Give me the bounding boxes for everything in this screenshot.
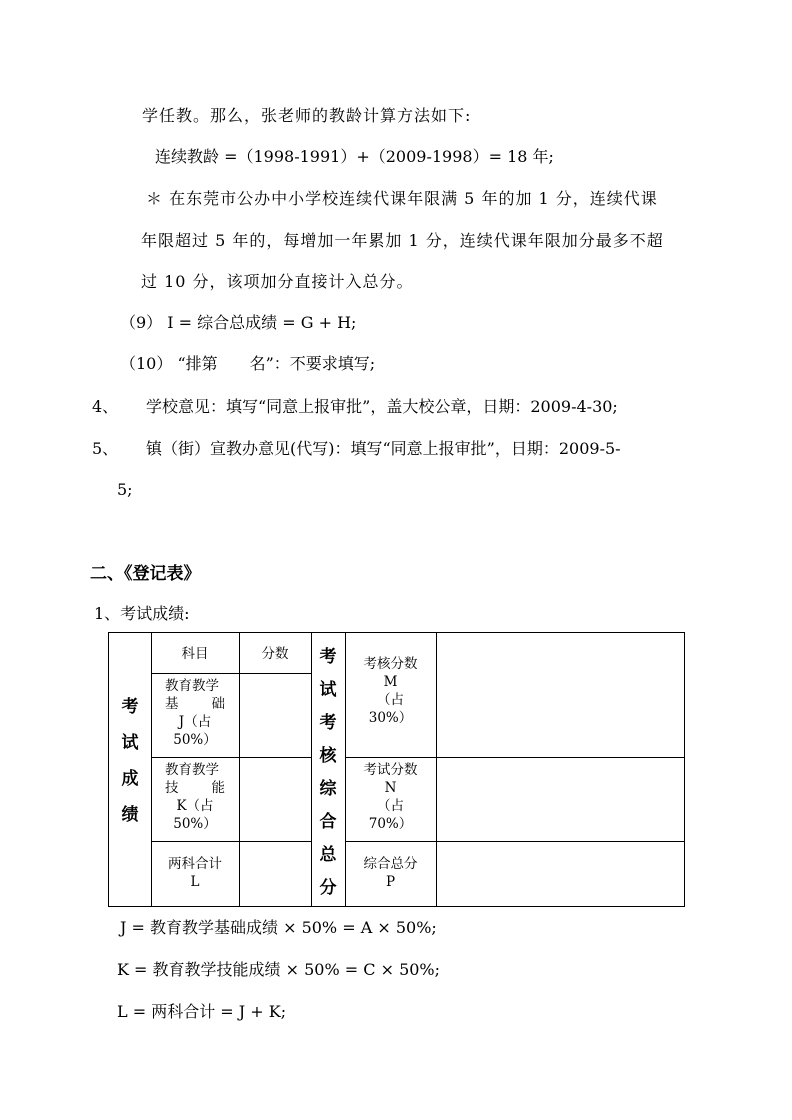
paragraph-line: 过 10 分，该项加分直接计入总分。 (141, 272, 414, 291)
table-divider (345, 757, 685, 758)
table-divider (345, 841, 685, 842)
column-header-score: 分数 (261, 646, 289, 662)
formula-line: J = 教育教学基础成绩 × 50% = A × 50%; (120, 918, 437, 937)
section-heading: 二、《登记表》 (90, 564, 201, 584)
list-number: 5、 (92, 439, 119, 458)
paragraph-line: 学校意见：填写“同意上报审批”，盖大校公章，日期：2009-4-30; (146, 397, 618, 416)
table-divider (151, 841, 311, 842)
paragraph-line: （9） I = 综合总成绩 = G + H; (120, 313, 357, 332)
formula-line: L = 两科合计 = J + K; (117, 1002, 287, 1021)
n-label: 考试分数 N （占 70%） (363, 762, 418, 832)
column-header-subject: 科目 (181, 646, 209, 662)
row-label-l: 两科合计 L (168, 856, 222, 890)
m-label: 考核分数 M （占 30%） (363, 656, 418, 726)
formula-line: K = 教育教学技能成绩 × 50% = C × 50%; (117, 960, 441, 979)
p-label: 综合总分 P (363, 856, 418, 890)
table-mid-header: 考 试 考 核 综 合 总 分 (319, 647, 337, 898)
table-divider (151, 757, 311, 758)
paragraph-line: 连续教龄 =（1998-1991）+（2009-1998）= 18 年; (155, 147, 554, 166)
row-label-j: 教育教学 基 础 J（占 50%） (165, 678, 225, 748)
paragraph-line: 镇（街）宣教办意见(代写)：填写“同意上报审批”，日期：2009-5- (146, 439, 621, 458)
paragraph-line: （10） “排第 名”：不要求填写; (120, 354, 376, 373)
paragraph-line: 学任教。那么，张老师的教龄计算方法如下: (142, 106, 472, 125)
row-label-k: 教育教学 技 能 K（占 50%） (165, 762, 225, 832)
table-left-header: 考 试 成 绩 (121, 697, 139, 825)
table-divider (436, 633, 437, 906)
paragraph-line: 年限超过 5 年的，每增加一年累加 1 分，连续代课年限加分最多不超 (141, 231, 664, 250)
list-number: 4、 (92, 397, 119, 416)
table-divider (151, 673, 311, 674)
paragraph-line: ＊ 在东莞市公办中小学校连续代课年限满 5 年的加 1 分，连续代课 (146, 189, 658, 208)
exam-score-table (108, 632, 685, 907)
list-item: 1、考试成绩: (94, 604, 190, 623)
paragraph-line: 5; (117, 480, 133, 499)
